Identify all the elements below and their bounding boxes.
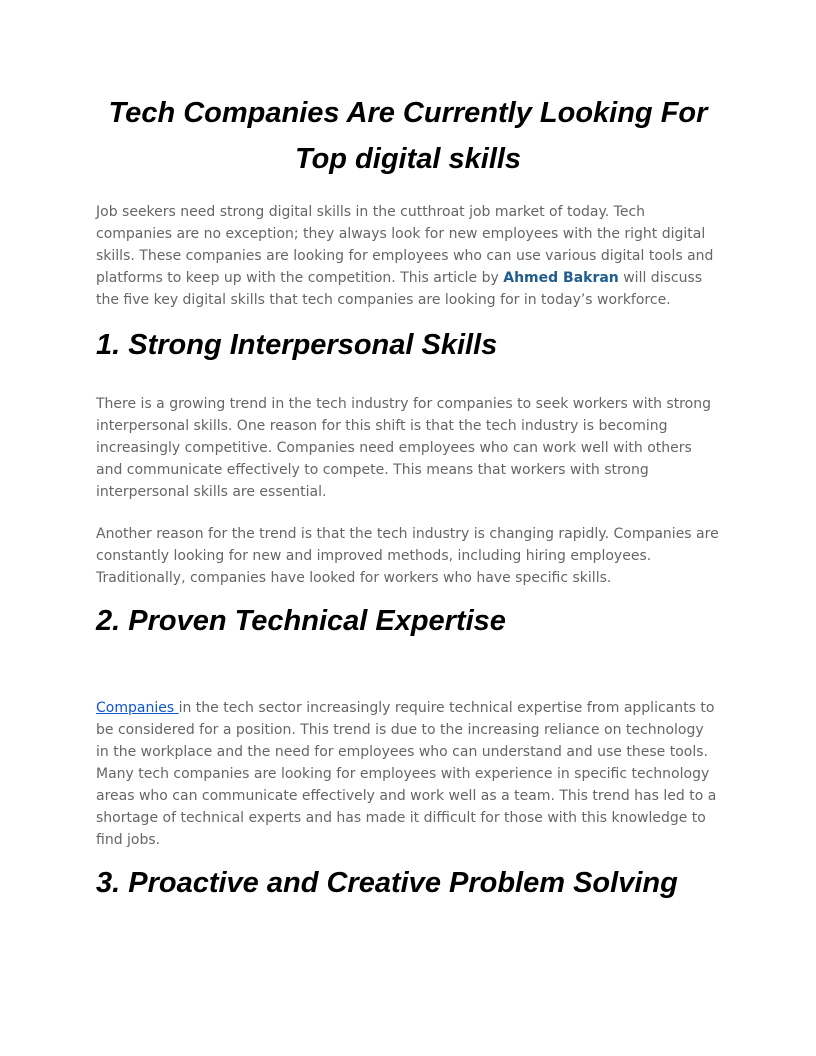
companies-link[interactable]: Companies (96, 700, 179, 716)
document-title (96, 90, 720, 182)
document-page (96, 90, 720, 903)
intro-text-before: Job seekers need strong digital skills in the cutthroat job market of today. Tech companies are no exception; they always look for new employees with the right digital skills. These companies are looking for employees who can use various digital tools and platforms to keep up with the competition. This article by (96, 204, 714, 286)
title-line-2: Top digital skills (294, 143, 522, 175)
section-2-paragraph (96, 697, 720, 851)
section-heading-problem-solving: 3. Proactive and Creative Problem Solving (96, 867, 678, 899)
section-1-paragraph-2: Another reason for the trend is that the tech industry is changing rapidly. Companies are constantly looking for new and improved methods, including hiring employees. Traditionally, companies have looked for workers who have specific skills. (96, 526, 719, 586)
author-name: Ahmed Bakran (503, 270, 619, 286)
section-2-paragraph-text: in the tech sector increasingly require technical expertise from applicants to be considered for a position. This trend is due to the increasing reliance on technology in the workplace and the need for employees who can understand and use these tools. Many tech companies are looking for employees with experience in specific technology areas who can communicate effectively and work well as a team. This trend has led to a shortage of technical experts and has made it difficult for those with this knowledge to find jobs. (96, 700, 717, 848)
section-heading-interpersonal: 1. Strong Interpersonal Skills (96, 329, 498, 361)
title-line-1: Tech Companies Are Currently Looking For (108, 97, 708, 129)
section-1-paragraph-1: There is a growing trend in the tech industry for companies to seek workers with strong interpersonal skills. One reason for this shift is that the tech industry is becoming increasingly competitive. Companies need employees who can work well with others and communicate effectively to compete. This means that workers with strong interpersonal skills are essential. (96, 396, 711, 500)
intro-text-after: will discuss the five key digital skills that tech companies are looking for in today’s workforce. (96, 270, 703, 308)
section-heading-technical: 2. Proven Technical Expertise (96, 605, 506, 637)
intro-paragraph (96, 201, 720, 311)
